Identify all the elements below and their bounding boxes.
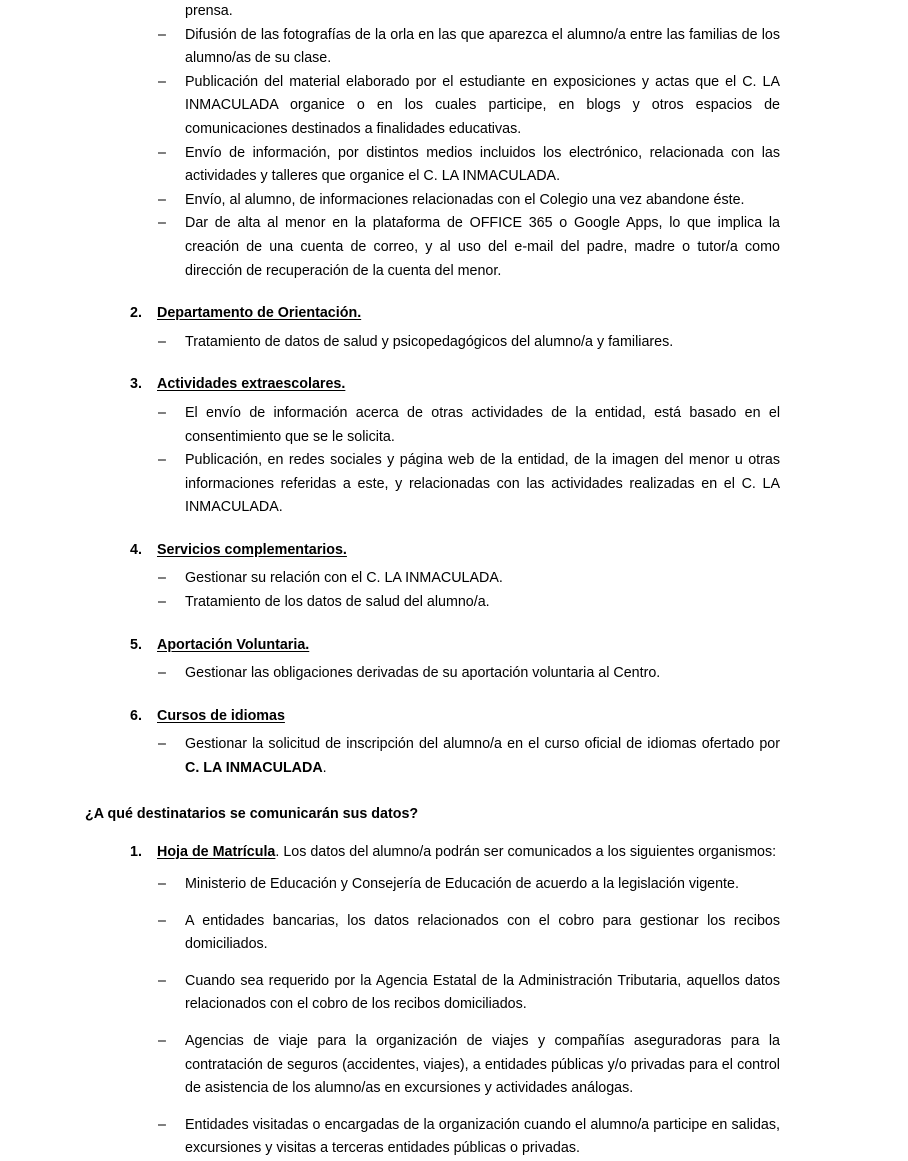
dash-bullet-icon: – [158, 972, 166, 989]
list-item-text: Cuando sea requerido por la Agencia Estatal de la Administración Tributaria, aquellos datos relacionados con el cobro de los recibos domiciliados. [185, 972, 780, 1013]
continuation-fragment: prensa. [185, 3, 233, 19]
dash-bullet-icon: – [158, 191, 166, 208]
list-number: 4. [130, 541, 142, 558]
list-item-text-prefix: Gestionar la solicitud de inscripción del alumno/a en el curso oficial de idiomas ofertado por [185, 736, 780, 753]
dash-bullet-icon: – [158, 594, 166, 611]
list-item [158, 449, 780, 520]
dash-bullet-icon: – [158, 26, 166, 43]
list-item-text-suffix: . [322, 760, 327, 777]
dash-bullet-icon: – [158, 215, 166, 232]
list-item-text [185, 736, 780, 776]
section-title: Aportación Voluntaria. [157, 636, 310, 653]
list-item [158, 910, 780, 957]
numbered-heading-3 [130, 373, 780, 397]
list-item [158, 1114, 780, 1161]
list-item-text: Ministerio de Educación y Consejería de Educación de acuerdo a la legislación vigente. [185, 876, 739, 893]
list-number: 5. [130, 636, 142, 653]
dash-bullet-icon: – [158, 912, 166, 929]
list-number: 2. [130, 305, 142, 322]
numbered-heading-5 [130, 634, 780, 658]
dash-bullet-icon: – [158, 452, 166, 469]
list-item [158, 189, 780, 213]
recipients-lead [157, 844, 776, 860]
dash-bullet-icon: – [158, 665, 166, 682]
section-title: Hoja de Matrícula [157, 843, 276, 860]
dash-bullet-icon: – [158, 570, 166, 587]
list-item-text: Envío, al alumno, de informaciones relacionadas con el Colegio una vez abandone éste. [185, 191, 745, 208]
numbered-heading-4 [130, 539, 780, 563]
list-item-text: Tratamiento de los datos de salud del alumno/a. [185, 594, 490, 611]
list-item [158, 873, 780, 897]
list-item-text: Difusión de las fotografías de la orla en las que aparezca el alumno/a entre las familias de los alumno/as de su clase. [185, 26, 780, 67]
dash-bullet-icon: – [158, 333, 166, 350]
dash-bullet-icon: – [158, 73, 166, 90]
list-item [158, 662, 780, 686]
dash-bullet-icon: – [158, 144, 166, 161]
list-item-text: Envío de información, por distintos medios incluidos los electrónico, relacionada con las actividades y talleres que organice el C. LA INMACULADA. [185, 144, 780, 185]
dash-bullet-icon: – [158, 736, 166, 753]
dash-bullet-icon: – [158, 1033, 166, 1050]
dash-bullet-icon: – [158, 404, 166, 421]
list-item [158, 212, 780, 283]
dash-bullet-icon: – [158, 876, 166, 893]
list-item-text: Publicación del material elaborado por el estudiante en exposiciones y actas que el C. LA INMACULADA organice o en los cuales participe, en blogs y otros espacios de comunicaciones destinados a finalidades educativas. [185, 73, 780, 137]
list-item-text: Gestionar las obligaciones derivadas de su aportación voluntaria al Centro. [185, 665, 661, 682]
list-item-text: Gestionar su relación con el C. LA INMACULADA. [185, 570, 503, 587]
list-item-text: Agencias de viaje para la organización de viajes y compañías aseguradoras para la contratación de seguros (accidentes, viajes), a entidades públicas y/o privadas para el control de asistencia de los alumno/as en excursiones y actividades análogas. [185, 1033, 780, 1097]
recipients-lead-rest: . Los datos del alumno/a podrán ser comunicados a los siguientes organismos: [275, 843, 777, 860]
list-item [158, 733, 780, 780]
list-item-text: Publicación, en redes sociales y página web de la entidad, de la imagen del menor u otras informaciones referidas a este, y relacionadas con las actividades realizadas en el C. LA INMACULADA. [185, 452, 780, 516]
numbered-heading-1-recipients [130, 841, 780, 865]
list-item [158, 331, 780, 355]
list-item-text: Tratamiento de datos de salud y psicopedagógicos del alumno/a y familiares. [185, 333, 674, 350]
section-title: Cursos de idiomas [157, 707, 285, 724]
list-number: 1. [130, 843, 142, 860]
page-section-heading: ¿A qué destinatarios se comunicarán sus datos? [85, 805, 419, 822]
list-item [158, 1030, 780, 1101]
list-item [158, 24, 780, 71]
list-item [158, 567, 780, 591]
list-item-text: Entidades visitadas o encargadas de la organización cuando el alumno/a participe en salidas, excursiones y visitas a terceras entidades públicas o privadas. [185, 1116, 780, 1157]
spacer [0, 864, 908, 873]
section-title: Actividades extraescolares. [157, 376, 346, 393]
entity-name: C. LA INMACULADA [185, 760, 323, 777]
list-number: 6. [130, 707, 142, 724]
list-item [158, 591, 780, 615]
section-title: Departamento de Orientación. [157, 305, 362, 322]
section-title: Servicios complementarios. [157, 541, 347, 558]
list-item-text: Dar de alta al menor en la plataforma de OFFICE 365 o Google Apps, lo que implica la creación de una cuenta de correo, y al uso del e-mail del padre, madre o tutor/a como dirección de recuperación de la cuenta del menor. [185, 215, 780, 279]
list-item [158, 71, 780, 142]
list-item [158, 142, 780, 189]
list-item [158, 402, 780, 449]
numbered-heading-2 [130, 302, 780, 326]
list-number: 3. [130, 376, 142, 393]
list-item-text: A entidades bancarias, los datos relacionados con el cobro para gestionar los recibos domiciliados. [185, 912, 780, 953]
list-item [158, 970, 780, 1017]
numbered-heading-6 [130, 705, 780, 729]
list-item-text: El envío de información acerca de otras actividades de la entidad, está basado en el consentimiento que se le solicita. [185, 404, 780, 445]
dash-list-intro [0, 24, 908, 284]
dash-bullet-icon: – [158, 1116, 166, 1133]
